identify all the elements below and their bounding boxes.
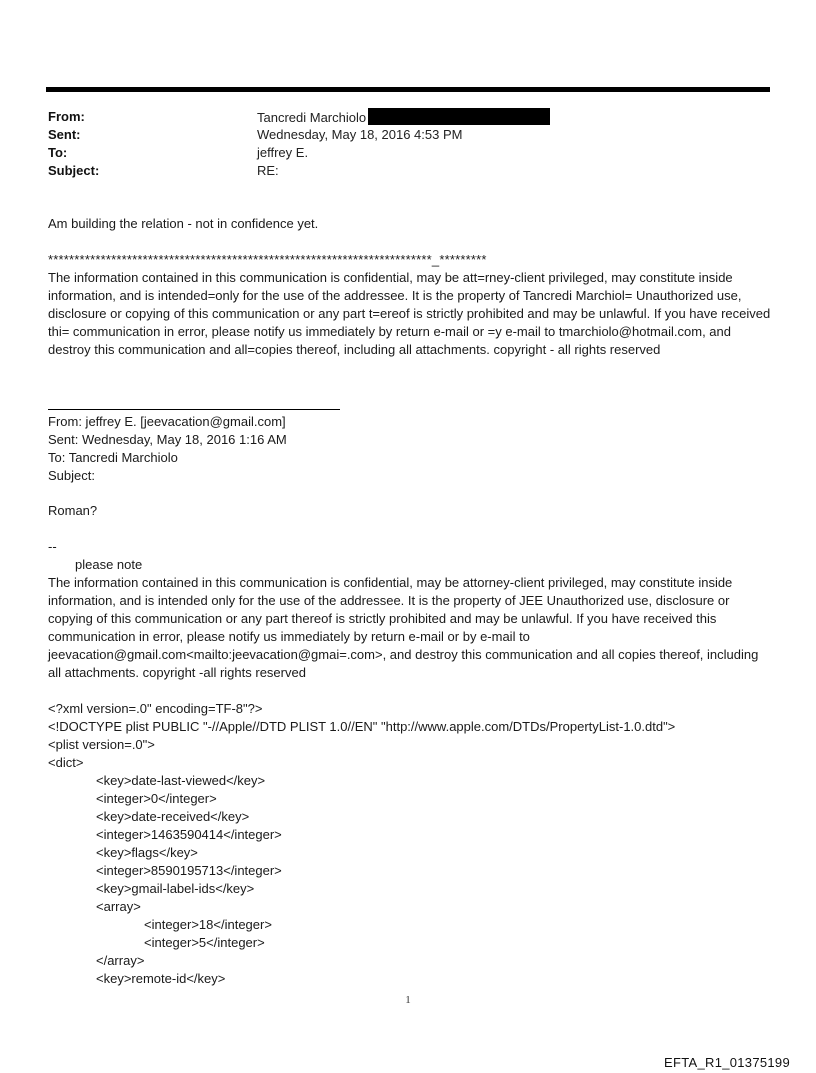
please-note: please note: [75, 557, 143, 572]
separator-stars: *************************************************************************_*********: [48, 252, 487, 267]
sent-label: Sent:: [48, 127, 81, 142]
quoted-message: [48, 502, 772, 520]
quoted-header: [48, 413, 772, 485]
xml-line: <dict>: [48, 755, 84, 770]
from-label: From:: [48, 109, 85, 124]
xml-line: <integer>1463590414</integer>: [96, 827, 282, 842]
xml-line: </array>: [96, 953, 145, 968]
xml-line: <integer>5</integer>: [144, 935, 265, 950]
quoted-message-text: Roman?: [48, 503, 98, 518]
quoted-to: To: Tancredi Marchiolo: [48, 450, 178, 465]
xml-line: <array>: [96, 899, 141, 914]
xml-line: <plist version=.0">: [48, 737, 155, 752]
xml-line: <integer>0</integer>: [96, 791, 217, 806]
xml-line: <integer>8590195713</integer>: [96, 863, 282, 878]
email-header: [48, 108, 550, 180]
subject-row: [48, 162, 550, 180]
xml-line: <key>date-last-viewed</key>: [96, 773, 266, 788]
message-body: [48, 215, 772, 233]
subject-value: RE:: [257, 163, 279, 178]
xml-line: <integer>18</integer>: [144, 917, 272, 932]
xml-line: <key>flags</key>: [96, 845, 198, 860]
page-number: 1: [405, 994, 411, 1006]
redaction-box: [368, 108, 550, 125]
plist-xml: [48, 700, 675, 988]
quoted-disclaimer: The information contained in this communication is confidential, may be attorney-client privileged, may constitute inside information, and is intended only for the use of the addressee. It is the property of JEE Unauthorized use, disclosure or copying of this communication or any part thereof is strictly prohibited and may be unlawful. If you have received this communication in error, please notify us immediately by return e-mail or by e-mail to jeevacation@gmail.com<mailto:jeevacation@gmai=.com>, and destroy this communication and all copies thereof, including all attachments. copyright -all rights reserved: [48, 575, 759, 680]
subject-label: Subject:: [48, 163, 100, 178]
xml-line: <key>remote-id</key>: [96, 971, 226, 986]
from-value: [257, 108, 550, 126]
header-rule: [46, 87, 770, 92]
xml-line: <key>date-received</key>: [96, 809, 250, 824]
signature-dash: --: [48, 539, 57, 554]
to-label: To:: [48, 145, 68, 160]
sent-value: Wednesday, May 18, 2016 4:53 PM: [257, 127, 463, 142]
from-name: Tancredi Marchiolo: [257, 110, 367, 125]
from-row: [48, 108, 550, 126]
to-value: jeffrey E.: [257, 145, 309, 160]
xml-line: <key>gmail-label-ids</key>: [96, 881, 255, 896]
disclaimer-text: The information contained in this communication is confidential, may be att=rney-client privileged, may constitute inside information, and is intended=only for the use of the addressee. It is the property of Tancredi Marchiol= Unauthorized use, disclosure or copying of this communication or any part t=ereof is strictly prohibited and may be unlawful. If you have received thi= communication in error, please notify us immediately by return e-mail or =y e-mail to tmarchiolo@hotmail.com, and destroy this communication and all=copies thereof, including all attachments. copyright - all rights reserved: [48, 270, 771, 357]
quoted-from: From: jeffrey E. [jeevacation@gmail.com]: [48, 414, 286, 429]
to-row: [48, 144, 550, 162]
quote-divider: [48, 409, 340, 410]
bates-number: EFTA_R1_01375199: [664, 1055, 790, 1070]
xml-line: <!DOCTYPE plist PUBLIC "-//Apple//DTD PLIST 1.0//EN" "http://www.apple.com/DTDs/PropertyList-1.0.dtd">: [48, 719, 676, 734]
quoted-signature: [48, 538, 772, 682]
message-text: Am building the relation - not in confidence yet.: [48, 216, 319, 231]
xml-line: <?xml version=.0" encoding=TF-8"?>: [48, 701, 263, 716]
sent-row: [48, 126, 550, 144]
quoted-sent: Sent: Wednesday, May 18, 2016 1:16 AM: [48, 432, 287, 447]
quoted-subject: Subject:: [48, 468, 95, 483]
disclaimer-block: [48, 269, 772, 359]
